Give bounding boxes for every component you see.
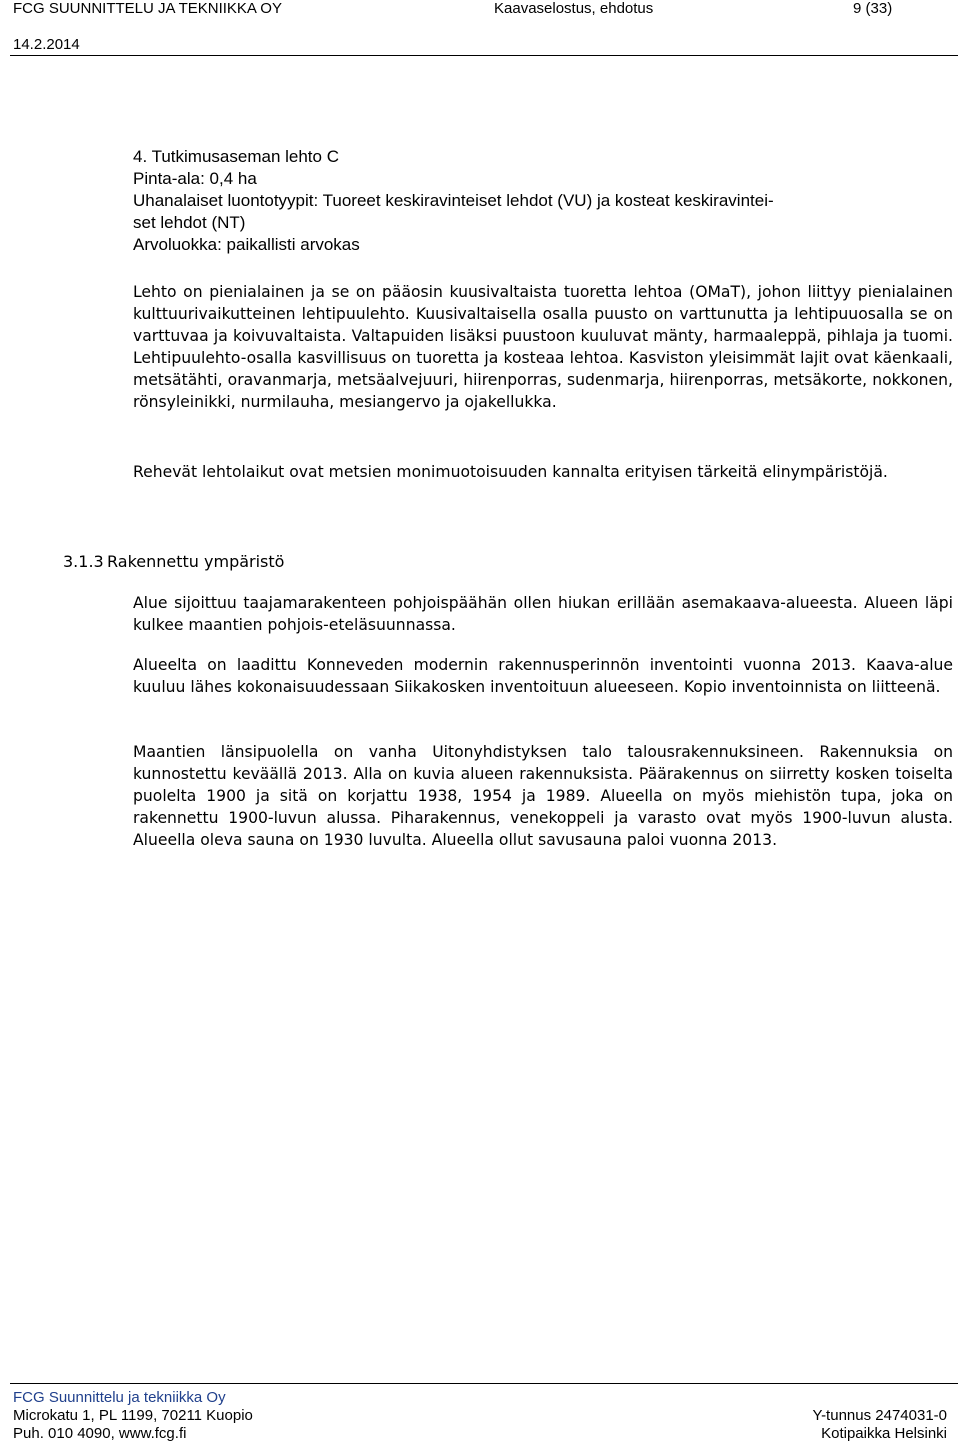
footer-domicile: Kotipaikka Helsinki [821, 1425, 947, 1442]
section-3-1-3-title: Rakennettu ympäristö [107, 552, 285, 571]
header-page-number: 9 (33) [853, 0, 893, 17]
section-4-habitat-line-2: set lehdot (NT) [133, 213, 246, 232]
header-doc-type: Kaavaselostus, ehdotus [494, 0, 654, 17]
header-date: 14.2.2014 [13, 36, 80, 53]
section-4-title: 4. Tutkimusaseman lehto C [133, 147, 339, 166]
footer-divider [10, 1383, 958, 1384]
header-divider [10, 55, 958, 56]
footer-phone-web: Puh. 010 4090, www.fcg.fi [13, 1425, 187, 1442]
section-3-1-3-number: 3.1.3 [63, 552, 104, 571]
section-4-area: Pinta-ala: 0,4 ha [133, 169, 257, 188]
section-4-habitat-line-1: Uhanalaiset luontotyypit: Tuoreet keskiravinteiset lehdot (VU) ja kosteat keskiravintei- [133, 191, 774, 210]
section-3-1-3-heading [63, 551, 285, 573]
header-company: FCG SUUNNITTELU JA TEKNIIKKA OY [13, 0, 282, 17]
footer-business-id: Y-tunnus 2474031-0 [812, 1407, 947, 1424]
section-4-value-class: Arvoluokka: paikallisti arvokas [133, 235, 360, 254]
section-3-1-3-paragraph-1: Alue sijoittuu taajamarakenteen pohjoispäähän ollen hiukan erillään asemakaava-alueesta. Alueen läpi kulkee maantien pohjois-eteläsuunnassa. [133, 594, 953, 634]
section-4-paragraph-1: Lehto on pienialainen ja se on pääosin kuusivaltaista tuoretta lehtoa (OMaT), johon liittyy pienialainen kulttuurivaikutteinen lehtipuulehto. Kuusivaltaisella osalla puusto on varttunutta ja lehtipuuosalla se on varttuvaa ja koivuvaltaista. Valtapuiden lisäksi puustoon kuuluvat mänty, harmaaleppä, pihlaja ja tuomi. Lehtipuulehto-osalla kasvillisuus on tuoretta ja kosteaa lehtoa. Kasviston yleisimmät lajit ovat käenkaali, metsätähti, oravanmarja, metsäalvejuuri, hiirenporras, sudenmarja, hiirenporras, metsäkorte, nokkonen, rönsyleinikki, nurmilauha, mesiangervo ja ojakellukka. [133, 283, 953, 411]
footer-address: Microkatu 1, PL 1199, 70211 Kuopio [13, 1407, 253, 1424]
section-3-1-3-paragraph-2: Alueelta on laadittu Konneveden modernin rakennusperinnön inventointi vuonna 2013. Kaava-alue kuuluu lähes kokonaisuudessaan Siikakosken inventoituun alueeseen. Kopio inventoinnista on liitteenä. [133, 656, 953, 696]
section-4-paragraph-2: Rehevät lehtolaikut ovat metsien monimuotoisuuden kannalta erityisen tärkeitä elinympäristöjä. [133, 463, 888, 481]
footer-company: FCG Suunnittelu ja tekniikka Oy [13, 1389, 226, 1406]
section-3-1-3-paragraph-3: Maantien länsipuolella on vanha Uitonyhdistyksen talo talousrakennuksineen. Rakennuksia on kunnostettu keväällä 2013. Alla on kuvia alueen rakennuksista. Päärakennus on siirretty kosken toiselta puolelta 1900 ja sitä on korjattu 1938, 1954 ja 1989. Alueella on myös miehistön tupa, joka on rakennettu 1900-luvun alussa. Piharakennus, venekoppeli ja varasto ovat myös 1900-luvun alusta. Alueella oleva sauna on 1930 luvulta. Alueella ollut savusauna paloi vuonna 2013. [133, 743, 953, 849]
